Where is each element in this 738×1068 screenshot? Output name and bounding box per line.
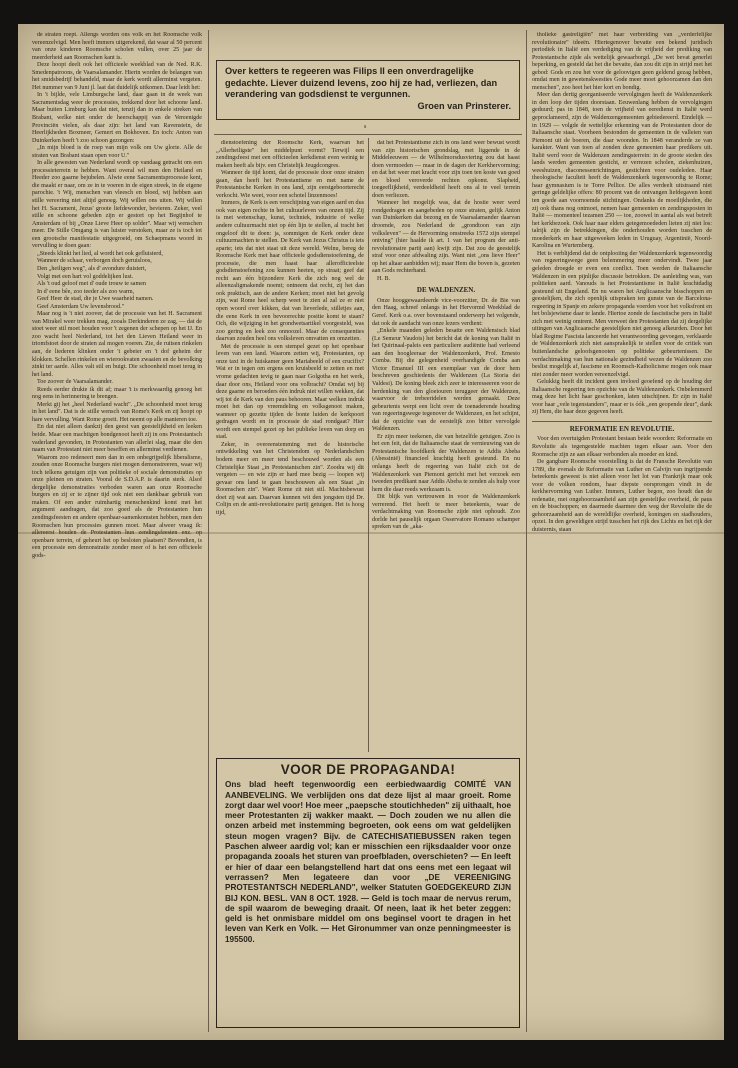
article-paragraph: „In mijn bloed is de roep van mijn volk om Uw glorie. Alle de straten van Brabant staan open voor U." [32,145,202,159]
propaganda-box [216,758,520,1028]
quote-text: Over ketters te regeeren was Filips II een onverdragelijke gedachte. Liever duizend levens, zoo hij ze had, verliezen, dan verandering van godsdienst te vergunnen. [225,66,498,99]
article-paragraph: Meer dan dertig georganiseerde vervolgingen heeft de Waldenzenkerk in den loop der tijden doorstaan. Eeuwenlang hebben de vervolgingen geduurd; pas in 1848, toen de vrijheid van eeredienst in Italië werd geproclameerd, zijn de Waldenzengemeenten gebiedereerd. Eindelijk — in 1929 — volgde de wettelijke erkenning van de Protestanten door de Italiaansche staat. Voorheen bestonden de gemeenten in de valleien van Piemont uit de boeren, die daar woonden. In 1848 veranderde ze van karakter. Want van toen af zonden deze gemeenten haar predikers uit. Italië werd voor de Waldenzen zendingsterrein: in de groote steden des lands werden gemeenten gesticht, er verrezen scholen, ziekenhuizen, weeshuizen, diaconessenrichtingen, gestichten voor oudeleden. Haar theologische faculteit heeft de Waldenzenkerk tegenwoordig te Rome; haar gymnasium is te Torre Pellice. De alles verdeelt uitstraand niet geringe geldelijke offers: 80 procent van de ontvangen liefdegaven komt ten goede aan voornoemde stichtingen. Ondanks de moeilijkheden, die zij ook thans nog ontmoet, nemen haar gemeenten en zendingsposten in Italië — momenteel tezamen 250 — toe, zoowel in aantal als wat betreft het kerkbezoek. Ook haar naar elders getegemoededen lieten zij niet los: talrijk zijn de betrekkingen, die onderhouden worden tusschen de moederkerk en haar uitgeweeken leden in Uruguay, Argentinië, Noord-Karolina en Wurtemberg. [532,92,712,250]
column-3 [372,140,520,752]
article-paragraph: Wanneer de tijd komt, dat de processie door onze straten gaan, dan heeft het Protestantisme en met name de Protestantsche Kerken in ons land, zijn eerstgeboorterecht verkocht. Wie weet, voor een schotel linzenmoes! [216,170,364,199]
article-paragraph: Waarom zoo redeneert men dan in een onbegrijpelijk liberalisme, zouden onze Roomsche burgers niet mogen demonstreeren, waar wij toch telkens getuigen zijn van politieke of sociale demonstraties op onze pleinen en straten. Vooral de S.D.A.P. is daarin sterk. Alsof dergelijke demonstraties verboden waren aan onze Roomsche burgers en zij er te zijner tijd ook niet een dankbaar gebruik van maken. Of een ander ruimhartig menschenkind komt met het argument aandragen, dat zoo goed als de Protestanten hun zendingsfeesten en andere openbaar-samenkomsten hebben, men den Roomschen hun processies gunnen moet. Maar alweer vraag ik: allereerst houden de Protestanten hun zendingsfeesten enz. op openbare terrein, of geheurt het op besloten plaatsen? Bovendien, is een processie een demonstratie zonder meer of is het een officieele gods- [32,454,202,559]
article-paragraph: de straten roept. Allengs worden ons volk en het Roomsche volk vereenzelvigd. Men heeft immers uitgerekend, dat waar al 50 percent van onze kinderen Roomsche scholen vullen, over 25 jaar de meerderheid aan Roomschen kant is. [32,32,202,61]
column-1 [32,32,202,1032]
waldenzen-paragraph: „Enkele maanden geleden besatte een Waldensisch blad (Le Semeur Vaudois) het bericht dat de koning van Italië in het Quirinaal-paleis een particuliere audiëntie had verleend aan den hoogleeraar der Waldenzenkerk, Prof. Ernesto Comba. Bij die gelegenheid overhandigde Comba aan Victor Emanuel III een exemplaar van de door hem beschreven geschiedenis der Waldenzen (La Storia dei Valdesi). De koning bleek zich zeer te interesseeren voor de herdenking van den gloeiouren teruggeer der Waldenzen, waarvoor de trebeeridelen werden gemaakt. Deze gebeurtenis werpt een licht over de toenaderende houding van regeeringswege tegenover de Waldenzen, en het schijnt, dat de opzichte van de eerstelijk zoo bitter vervolgde Waldenzen. [372,328,520,433]
article-paragraph: En dat niet alleen dankzij den geest van geestelijkheid en leeken beide. Maar een machtigen bondgenoot heeft zij in ons Protestantsch vaderland gevonden, in Protestanten van allerlei slag, maar die den naam van Protestant niet meer beseffen en allerminst verdienen. [32,424,202,454]
article-paragraph: Merkt gij het „heel Nederland wacht". „De schoonheid moet terug in het land". Dat is de stille wensch van Rome's Kerk en zij hoopt op hare vervulling. Want Rome groeit. Het neemt op alle manieren toe. [32,401,202,423]
propaganda-body: Ons blad heeft tegenwoordig een eerbiedwaardig COMITÉ VAN AANBEVELING. We verblijden ons dat deze lijst al maar groeit. Rome zorgt daar wel voor! Hoe meer „paepsche stoutichheden" zij uithaalt, hoe meer Protestanten zij wakker maakt. — Doch zouden we nu allen die onzen arbeid met instemming begroeten, ook eens om wat geldelijken steun mogen vragen? Bijv. de CATECHISATIEBUSSEN raken tegen Paschen alweer aardig vol; kan er misschien een rijksdaalder voor onze propaganda zooals het sturen van proefbladen, overschieten? — En leeft er hier of daar een belangstellend hart dat ons eens met een legaat wil verrassen? Men legateere dan voor „DE VEREENIGING PROTESTANTSCH NEDERLAND", welker Statuten GOEDGEKEURD ZIJN BIJ KON. BESL. VAN 8 OCT. 1928. — Geld is toch maar de nervus rerum, de spil waarom de beweging draait. Of neen, laat ik het beter zeggen: geld is het onmisbare middel om ons beginsel voort te dragen in het leven van Kerk en Volk. — Het Gironummer van onze penningmeester is 195500. [225,780,511,944]
article-paragraph: Het is verblijdend dat de ontplooiing der Waldenzenkerk tegenwoordig van regeeringswege geen belemmering meer ondervindt. Twee jaar geleden droegde er even een conflict. Toen werden de Italiaansche Waldenzen in een pijnlijke discussie betrokken. De aanleiding was, van politieken aard. Vanouds is het Protestantisme in Italië krachtdadig gesteund uit Engeland. En nu waren het Anglicaansche bisschoppen en geestelijken, die zich openlijk uitspraken ten gunste van de Barcelona-regeering in Spanje en zekere propaganda voerden voor het volksfront en het bolsjewisme daar te lande. Hiertoe zonde de fascistische pers in Italië zich met weinig omtrent. Men verweet den Protestanten dat zij dergelijke uitingen van Anglicaansche geestelijken niet genoeg afkeurden. Door het blad Regime Fascista lanceerde het verantwoording gevoegen, verklaarde de Waldenzenkerk zich niet aansprakelijk te stellen voor de critiek van buitenlandsche geloofsgenooten op politieke gebeurtenissen. De verdachtmaking van hun nationale gezindheid wezen de Waldenzen zoo beslist mogelijk af, fascisme en Roomsch-Katholicisme mogen ook maar niet zonder meer worden vereenzelvigd. [532,250,712,378]
article-paragraph: dat het Protestantisme zich in ons land weer bewust wordt van zijn historischen grondslag, met liggende in de Middeleeuwen — de Wilhelmorsdusviering zou dat haast doen vermoeden — maar in de dagen der Kerkhervorming; en dat het weer met kracht voor zijn toen ten koste van goed en bloed veroverde rechten opkomt. Slapheid, toegeeflijkheid, verdeeldheid heeft ons al te veel terrein doen verliezen. [372,140,520,199]
waldenzen-paragraph: Dit blijk van vertrouwen in voor de Waldenzenkerk verrerend. Het heeft te meer beteekenis, waar de verdachtmaking van Roomsche zijde niet ophoudt. Zoo dorlde het pauselijk orgaan Osservatore Romano schamper spreken van de „aka- [372,494,520,531]
article-paragraph: Geef Heer de stad, die je Uwe waarheid namen. [37,296,154,303]
waldenzen-paragraph: Onze hooggewaardeerde vice-voorzitter, Dr. de Bie van den Haag, schreef onlangs in het Hervormd Weekblad de Geref. Kerk o.a. over bovenstaand onderwerp het volgende, dat ook de aandacht van onze lezers verdient: [372,297,520,327]
article-paragraph: In d' eene bêe, zoo teeder als zoo warm, [37,288,135,295]
waldenzen-paragraph: Er zijn meer teekenen, die van hetzelfde getuigen. Zoo is het een feit, dat de Italiaansche staat de vernieuwing van de Protestantsche hoofdkerk der Waldenzen te Addis Abeba (Abessinië) financieel krachtig heeft gesteund. En nu onlangs heeft de regeering van Italië zich tot de Waldenzenkerk van Piemont gericht met het verzoek een tweeden predikant naar Addis Abeba te zenden als hulp voor hem die daar reeds werkzaam is. [372,433,520,493]
reformatie-heading: REFORMATIE EN REVOLUTIE. [569,424,675,433]
box-mark: s [364,124,367,130]
article-paragraph: Den „heiligen weg", als d' avondure duistert, [37,265,147,272]
section-rule [214,134,522,135]
article-paragraph: Wanneer het mogelijk was, dat de hostie weer werd rondgedragen en aangebeden op onze straten, gelijk Anton van Duinkerken dat bezong en de Vaarsalamander daarvan droomde, zou Nederland de „grondtoon van zijn volksleven" — de Hervorming omstreeks 1572 zijn stempel ontving" (hier haalde ik art. 1 van het program der anti-revolutionaire partij aan) kwijt zijn. Dat zou de geestelijk straf voor onze afdwaling zijn. Want niet „ons lieve Heer" op het altaar aanbidden wij; maar Hem die boven is, gezeten aan Gods rechterhand. [372,200,520,275]
article-paragraph: Met de processie is een stempel gezet op het openbaar leven van een land. Waarom zetten wij, Protestanten, op onze taxi in de huiskamer geen Mariabeeld of een crucifix? Wat er in tegen om ergens een kruisbeeld te zetten en met vrome gedachten tevig te gaan naar Golgotha en het werk, daar door ons, Heiland voor ons volbracht? Omdat wij bij deze gaarne en beroeders één indruk niet willen wekken, dat wij tot de Kerk van den paus behooren. Maar welken indruk moet het dan op vreemdeling en volksgenoot maken, wanneer op gezette tijden de bonte luiden de kerkpoort gedragen wordt en in processie de stad rondgaat? Hier wordt een stempel gezet op het publieke leven van dorp en stad. [216,343,364,441]
reformatie-paragraph: De gangbare Roomsche voorstelling is dat de Fransche Revolutie van 1789, die evenals de Reformatie van Luther en Calvijn van ingrijpende beteekenis geweest is niet alleen voor het lot van Frankrijk maar ook voor de volken rondom, haar diepste oorsprongen vindt in de kerkhervorming van Luther. Immers, Luther begon, zoo houdt dan de redenatie, met ongehoorzaamheid aan zijn geestelijke overheid, de paus en de bisschoppen; en daarmede daarmee den weg der Revolutie die de gehoorzaamheid aan de wereldlijke overheid, koningen en stadhouders, opzei. In den geweldigen strijd tusschen het rijk des Lichts en het rijk der duisternis, staan [532,459,712,533]
article-paragraph: Wanneer de schaar, verborgen doch geruisloos, [37,258,152,265]
article-paragraph: tholieke gastreligiën" met haar verbreiding van „verderfelijke revolutionaire" ideeën. Hiertegenover bevatte een bekend juridisch periodiek in Italië een verdediging van de vrijheid der prediking van Protestantsche zijde als wettelijk gewaarborgd. „De wet bevat generlei beperking, en gesteld dat het die bevatte, dan zou dit zijn in strijd met het gebod: Gods en zou het voor de geloovigen geen geldend gezag hebben, omdat men in gewetenskwesties Gode meer moet gehoorzamen dan den menschen", zoo heet het hier kort en bondig. [532,32,712,91]
quote-signature: Groen van Prinsterer. [417,100,511,111]
column-4 [532,32,712,1032]
article-paragraph: Maar nog is 't niet zoover, dat de processie van het H. Sacrament van Mirakel weer trekken mag, zooals Derkinderen ze zag, — dat de stoet weer stil moet houden voor 't zegenen der schepen op het IJ. En zoo wacht heel Nederland, tot het den Lieven Heiland weer in triomfstoet door de straten zal mogen voeren. Zie, de ruitsen rinkelen aan, de liederen klinken onder 't gebeier en 't dof geheim der klokken. Schellen rinkelen en wierookvaten zwaaien en de bevolking zinkt ter aarde. Alles valt stil en buigt. Die schoonheid moet terug in het land. [32,311,202,378]
newspaper-page [18,24,724,1040]
article-paragraph: Geef Amsterdam Uw levensbrood." [37,303,125,310]
article-paragraph: Gelukkig heeft dit incident geen invloed geoefend op de houding der Italiaansche regeering ten opzichte van de Waldenzenkerk. Onbelemmerd mag deze het licht haar geschonken, laten uitschijnen. Er zijn in Italië voor haar „vele tegenstanders", maar er is óók „een geopende deur", dank zij Hem, die haar deze gegeven heeft. [532,379,712,416]
article-paragraph: Toe zoover de Vaarsalamander. [37,379,113,386]
article-paragraph: H. B. [377,275,391,282]
article-paragraph: „Steeds klinkt het lied, al wordt het ook gefluisterd, [37,250,163,257]
article-paragraph: Volgt met een hart vol goddelijken lust. [37,273,134,280]
quote-box [216,60,520,120]
column-2 [216,140,364,752]
article-paragraph: Als 't oud geloof met d' oude trouw te samen [37,281,146,288]
article-paragraph: Immers, de Kerk is een verschijning van eigen aard en dus ook van eigen rechte in het cultuurleven van onzen tijd. Zij is met wetenschap, kunst, techniek, industrie of welke andere cultuurmacht niet op één lijn te stellen, al tracht het ongeloof dit te doen: ja, sommigen de Kerk onder deze cultuurmachten te stellen. De Kerk van Jezus Christus is iets aparte; iets dat niet staat uit deze wereld. Welnu, bereg de Roomsche Kerk met haar officieele godsdienstoefening, de processie, die men haast haar allerofficieelste godsdienstoefening zou kunnen heeten, op straat; geef dat recht aan één bijzondere Kerk die zich nog wel de alleenzaligmakende noemt; ontneem dat recht, zij het dan ook praktisch, aan de andere Kerken; moet niet het gevolg zijn, wat Rome heel scherp weet te zien al zal ze er niet open woord over kikken, dat van lieverlede, stilletjes aan, die eene Kerk in een bevoorrechte positie komt te staan? Och, die wijziging in het grondwetsartikel voorgesteld, was zoo gering en leek zoo onnoozel. Maar de consequenties daarvan zouden heel ons volksleven omvatten en omzetten. [216,200,364,343]
article-paragraph: Zeker, in overeenstemming met de historische ontwikkeling van het Christendom op Nederlandschen bodem meer en meer tend beschouwd worden als een Christelijke Staat „in Protestantschen zin". Zoodra wij dit vergeten — en wie zijn er hard mee bezig — loopen wij gevaar ons land te gaan beschouwen als een Staat „in Roomschen zin". Want Rome zit niet stil. Machtsbewust doet zij wat aan. Daarvan kunnen wit den jongsten tijd Dr. Colijn en de anti-revolutionaire partij getuigen. Het is hoog tijd, [216,441,364,516]
article-paragraph: dienstoefening der Roomsche Kerk, waarvan het „Allerheiligste" het middelpunt vormt? Terwijl een zendingsfeest met een officieelen kerkdienst even weinig te maken heeft als bijv. een Christelijk Jeugdcongres. [216,140,364,169]
article-paragraph: Reeds eerder drukte ik dit af; maar 't is merkwaardig genoeg het nog eens in herinnering te brengen. [32,386,202,401]
article-paragraph: Deze hoopt deelt ook het officieele weekblad van de Ned. R.K. Smedenpatroons, de Vaarsalamander. Hierin worden de belangen van het smidsbedrijf behandeld, maar de kerk wordt allerminst vergeten. Het nummer van 9 Juni jl. laat dat duidelijk uitkomen. Daar leidt het: [32,62,202,91]
reformatie-paragraph: Voor den overtuigden Protestant bestaan beide woorden: Reformatie en Revolutie als tegengestelde machten tegen elkaar aan. Voor den Roomsche zijn ze aan elkaar verbonden als moeder en kind. [532,436,712,458]
waldenzen-heading: DE WALDENZEN. [416,286,476,295]
column-rule [368,138,369,752]
column-rule [526,30,527,1032]
article-paragraph: In 't bijlde, vele Limburgsche land, daar gaan in de week van Sacramentsdag weer de processies, trekkend door het schoone land. Maar buiten Limburg kan dat niet, tenzij dan in enkele streken van Brabant, welke niet onder de heerschappij van de Vereenigde Provinciën vielen, als daar zijn: het land van Ravenstein, de Heerlijkheden Boxmeer, Gemert en Bokhoven. En toch: Anton van Duinkerken heeft 't zoo schoon gezongen: [32,92,202,144]
propaganda-title: VOOR DE PROPAGANDA! [280,762,456,777]
section-rule [532,421,712,422]
column-rule [208,30,209,1032]
article-paragraph: In alle gewesten van Nederland wordt op vandaag getracht om een processieterrein te hebben. Want overal wil men den Heiland en Heeder zoo gaarne bejubelen. Alwie eene Sacramentsprocessie kent, die maakt er naar, om ze in te voeren in de eigen streek, in de eigene parochie. 't Wij, menschen van vleesch en bloed, wij hebben aan stille vereering niet altijd genoeg. Wij willen ons uiten. Wij willen het H. Sacrament, Jezus' groote liefdewonder, bevieren. Zeker, veel stille en schoone gebeden zijn er gestort op het Begijnhof te Amsterdam of bij „Onze Lieve Heer op solder". Maar wij wenschen meer. De Stille Omgang is van luister verstoken, maar ze is toch tot een grootsche manifestatie uitgegroeid, om Schaepmans woord in vervulling te doen gaan: [32,160,202,250]
